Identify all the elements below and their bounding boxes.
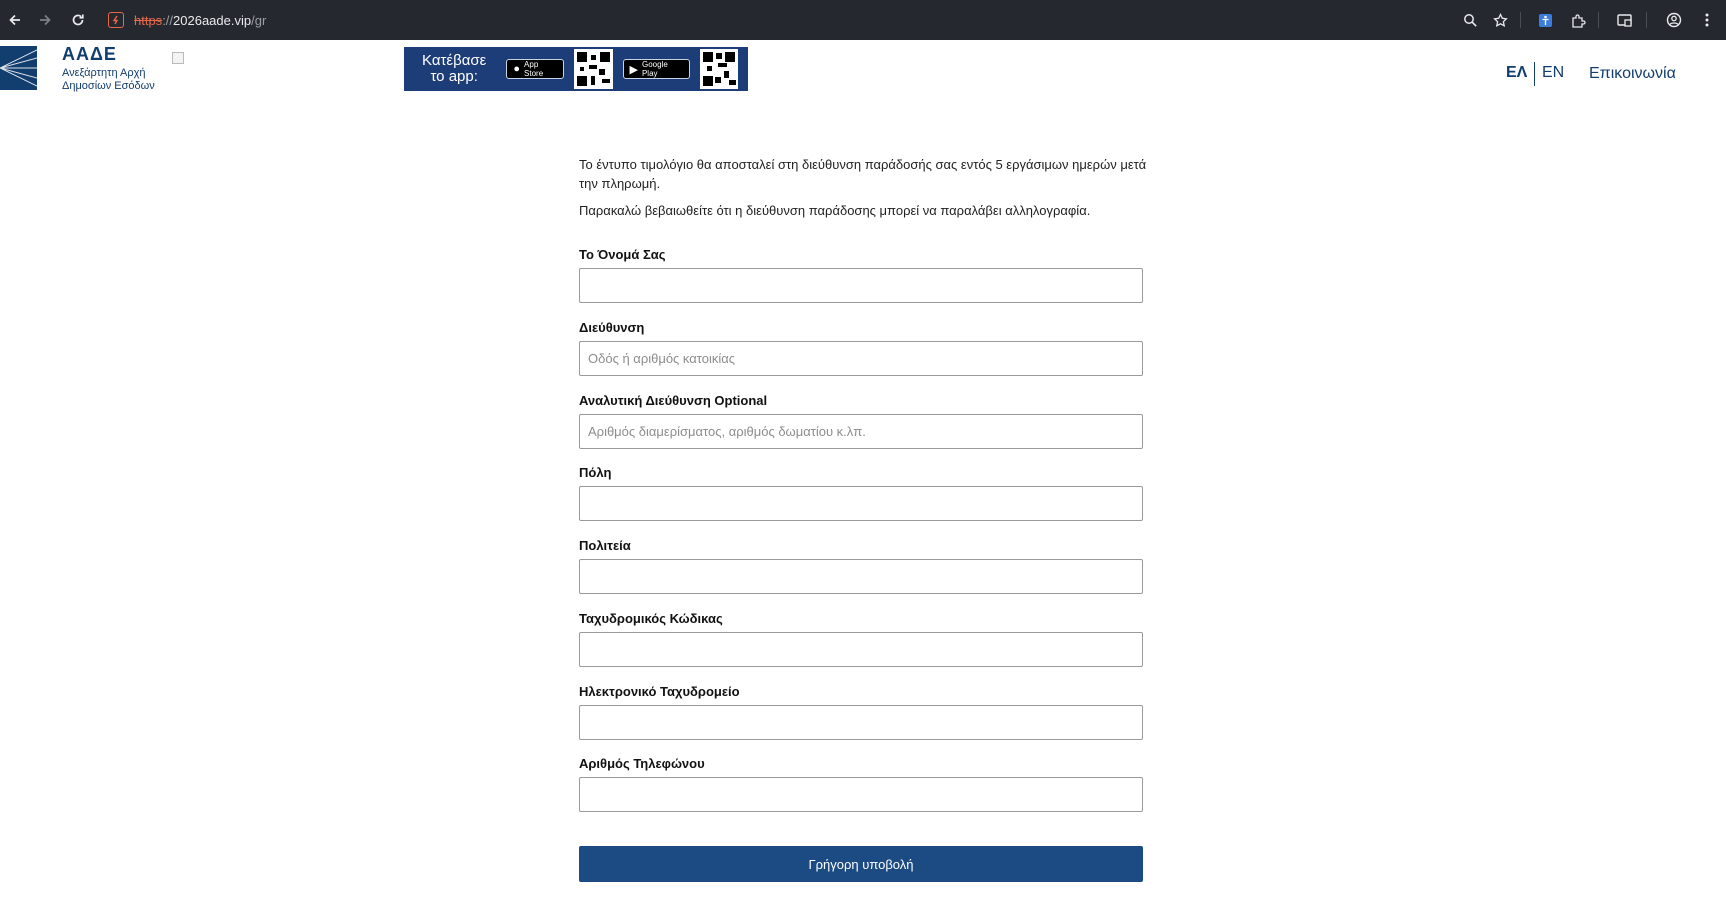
state-input[interactable] bbox=[579, 559, 1143, 594]
address-details-label: Αναλυτική Διεύθυνση Optional bbox=[579, 393, 768, 408]
delivery-notice-text: Παρακαλώ βεβαιωθείτε ότι η διεύθυνση παράδοσης μπορεί να παραλάβει αλληλογραφία. bbox=[579, 203, 1091, 218]
zoom-icon[interactable] bbox=[1457, 0, 1483, 40]
site-header bbox=[0, 40, 1726, 100]
back-arrow-icon bbox=[7, 12, 23, 28]
language-el-link[interactable]: ΕΛ bbox=[1506, 64, 1528, 81]
language-divider bbox=[1534, 62, 1535, 86]
city-input[interactable] bbox=[579, 486, 1143, 521]
not-secure-icon[interactable] bbox=[108, 12, 124, 28]
banner-text: Κατέβασε το app: bbox=[422, 52, 487, 85]
reload-icon bbox=[70, 12, 86, 28]
app-store-badge[interactable] bbox=[506, 59, 564, 79]
address-input[interactable] bbox=[579, 341, 1143, 376]
back-button[interactable] bbox=[0, 0, 30, 40]
logo-subtitle-line1: Ανεξάρτητη Αρχή bbox=[62, 67, 146, 79]
apple-icon: ● bbox=[513, 63, 521, 75]
invoice-notice-text: Το έντυπο τιμολόγιο θα αποσταλεί στη διεύθυνση παράδοσής σας εντός 5 εργάσιμων ημερών μετά την πληρωμή. bbox=[579, 157, 1147, 191]
broken-image-icon bbox=[172, 52, 184, 64]
url-separator: :// bbox=[162, 12, 174, 28]
aade-logo-icon[interactable] bbox=[0, 46, 37, 90]
qr-code-google-play bbox=[700, 49, 738, 89]
postal-code-input[interactable] bbox=[579, 632, 1143, 667]
postal-code-label: Ταχυδρομικός Κώδικας bbox=[579, 611, 723, 626]
reload-button[interactable] bbox=[63, 0, 93, 40]
phone-input[interactable] bbox=[579, 777, 1143, 812]
contact-link[interactable]: Επικοινωνία bbox=[1589, 65, 1676, 82]
url-path: /gr bbox=[251, 12, 267, 28]
extensions-puzzle-icon[interactable] bbox=[1565, 0, 1591, 40]
forward-arrow-icon bbox=[37, 12, 53, 28]
url-host: 2026aade.vip bbox=[173, 12, 252, 28]
state-label: Πολιτεία bbox=[579, 538, 631, 553]
quick-submit-button[interactable]: Γρήγορη υποβολή bbox=[579, 846, 1143, 882]
name-input[interactable] bbox=[579, 268, 1143, 303]
email-input[interactable] bbox=[579, 705, 1143, 740]
bookmark-star-icon[interactable] bbox=[1487, 0, 1513, 40]
profile-avatar-icon[interactable] bbox=[1661, 0, 1687, 40]
qr-code-app-store bbox=[574, 49, 612, 89]
media-router-icon[interactable] bbox=[1612, 0, 1638, 40]
language-en-link[interactable]: EN bbox=[1542, 64, 1565, 81]
phone-label: Αριθμός Τηλεφώνου bbox=[579, 756, 705, 771]
city-label: Πόλη bbox=[579, 465, 612, 480]
address-bar[interactable] bbox=[108, 0, 266, 40]
google-play-icon: ▶ bbox=[629, 63, 638, 76]
address-details-input[interactable] bbox=[579, 414, 1143, 449]
logo-title[interactable]: ΑΑΔΕ bbox=[62, 44, 117, 64]
google-play-label: Google Play bbox=[641, 60, 668, 78]
app-download-banner[interactable] bbox=[404, 47, 748, 91]
url-scheme: https bbox=[134, 12, 163, 28]
logo-subtitle-line2: Δημοσίων Εσόδων bbox=[62, 80, 155, 92]
name-label: Το Όνομά Σας bbox=[579, 247, 666, 262]
menu-kebab-icon[interactable] bbox=[1694, 0, 1720, 40]
email-label: Ηλεκτρονικό Ταχυδρομείο bbox=[579, 684, 740, 699]
address-label: Διεύθυνση bbox=[579, 320, 645, 335]
forward-button[interactable] bbox=[30, 0, 60, 40]
browser-toolbar bbox=[0, 0, 1726, 40]
app-store-label: App Store bbox=[524, 60, 544, 78]
accessibility-extension-icon[interactable] bbox=[1532, 0, 1558, 40]
google-play-badge[interactable] bbox=[623, 59, 690, 79]
